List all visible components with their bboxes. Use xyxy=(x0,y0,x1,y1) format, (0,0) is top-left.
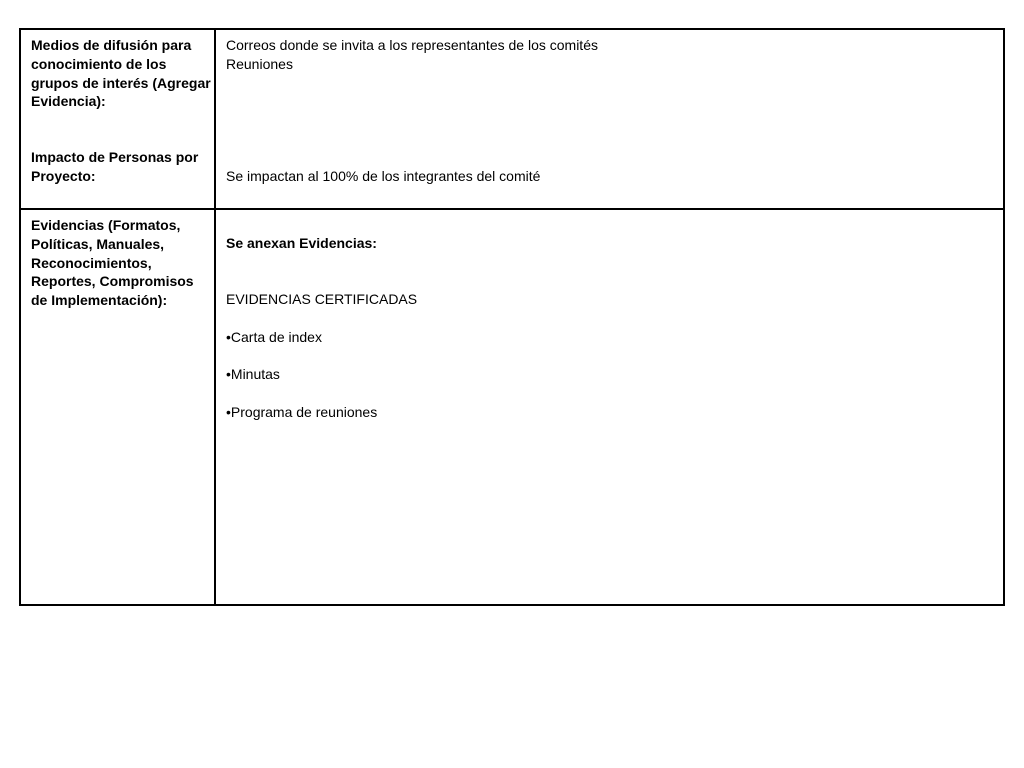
list-item: • Programa de reuniones xyxy=(226,403,377,422)
evidencias-list xyxy=(226,309,377,441)
list-item: • Minutas xyxy=(226,365,377,384)
impact-text: Se impactan al 100% de los integrantes del comité xyxy=(226,168,541,184)
content-cell xyxy=(215,209,1004,605)
label-cell xyxy=(20,209,215,605)
evidence-table xyxy=(19,28,1005,606)
evidencias-subheading: EVIDENCIAS CERTIFICADAS xyxy=(226,291,418,307)
content-line-reuniones: Reuniones xyxy=(226,56,293,72)
table-row xyxy=(20,29,1004,209)
label-medios-difusion: Medios de difusión para conocimiento de los grupos de interés (Agregar Evidencia): xyxy=(31,37,211,110)
evidencias-heading: Se anexan Evidencias: xyxy=(226,235,377,251)
content-line-correos: Correos donde se invita a los representantes de los comités xyxy=(226,37,598,53)
table-row xyxy=(20,209,1004,605)
list-item: • Carta de index xyxy=(226,328,377,347)
label-cell xyxy=(20,29,215,209)
content-cell xyxy=(215,29,1004,209)
label-evidencias: Evidencias (Formatos, Políticas, Manuales, Reconocimientos, Reportes, Compromisos de Implementación): xyxy=(31,217,194,309)
label-impacto-personas: Impacto de Personas por Proyecto: xyxy=(31,149,199,184)
